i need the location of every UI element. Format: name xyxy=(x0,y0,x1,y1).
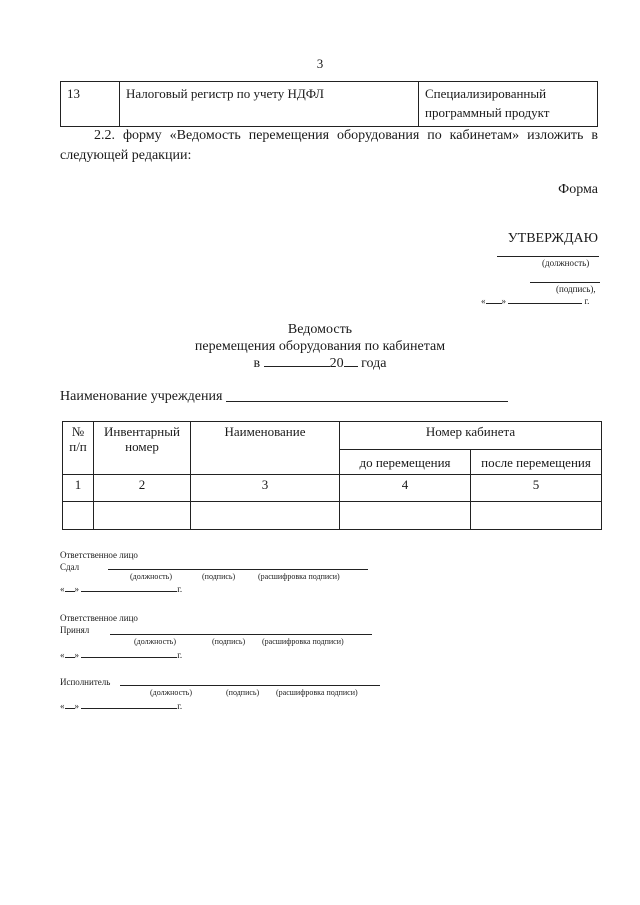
header-room: Номер кабинета xyxy=(340,422,602,450)
amendment-paragraph xyxy=(60,126,598,166)
table-row xyxy=(61,82,598,127)
page-number: 3 xyxy=(316,56,324,71)
header-name: Наименование xyxy=(191,422,340,475)
table-cell xyxy=(340,502,471,530)
received-signature-block: Ответственное лицо Принял (должность) (подпись) (расшифровка подписи) « » г. xyxy=(60,612,380,660)
executor-line xyxy=(120,685,380,686)
column-number: 5 xyxy=(471,475,602,502)
column-number: 2 xyxy=(94,475,191,502)
register-name: Налоговый регистр по учету НДФЛ xyxy=(120,82,419,127)
form-label: Форма xyxy=(558,182,598,197)
organization-line xyxy=(226,401,508,402)
column-number: 3 xyxy=(191,475,340,502)
organization-field xyxy=(60,389,508,405)
signature-line xyxy=(530,282,600,283)
header-after: после перемещения xyxy=(471,450,602,475)
received-date: « » г. xyxy=(60,650,183,660)
column-number: 1 xyxy=(63,475,94,502)
title-line1: Ведомость xyxy=(287,322,353,337)
received-line xyxy=(110,634,372,635)
handed-line xyxy=(108,569,368,570)
column-number: 4 xyxy=(340,475,471,502)
handed-date: « » г. xyxy=(60,584,183,594)
handed-label: Сдал xyxy=(60,562,80,572)
position-line xyxy=(497,256,599,257)
paragraph-line2: следующей редакции: xyxy=(60,148,192,163)
table-row xyxy=(63,502,602,530)
executor-label: Исполнитель xyxy=(60,677,111,687)
title-line2: перемещения оборудования по кабинетам xyxy=(194,339,446,354)
table-cell xyxy=(94,502,191,530)
title-line3: в 20 года xyxy=(253,356,387,371)
table-cell xyxy=(471,502,602,530)
header-inventory: Инвентарный номер xyxy=(94,422,191,475)
table-cell xyxy=(63,502,94,530)
position-caption: (должность) xyxy=(542,258,590,268)
registers-table xyxy=(60,81,598,127)
handed-signature-block: Ответственное лицо Сдал (должность) (подпись) (расшифровка подписи) « » г. xyxy=(60,549,380,595)
document-title xyxy=(0,321,640,372)
received-label: Принял xyxy=(60,625,90,635)
register-type-line2: программный продукт xyxy=(425,104,550,120)
column-number-row xyxy=(63,475,602,502)
header-num: № п/п xyxy=(63,422,94,475)
register-type-line1: Специализированный xyxy=(425,86,547,101)
header-before: до перемещения xyxy=(340,450,471,475)
executor-date: « » г. xyxy=(60,701,183,711)
organization-label: Наименование учреждения xyxy=(60,389,223,404)
approve-date: « » г. xyxy=(481,296,590,306)
header-row xyxy=(63,422,602,450)
movement-table xyxy=(62,421,602,530)
signature-caption: (подпись), xyxy=(556,284,596,294)
paragraph-line1: 2.2. форму «Ведомость перемещения оборудования по кабинетам» изложить в xyxy=(94,128,598,143)
register-type xyxy=(419,82,598,127)
executor-signature-block: Исполнитель (должность) (подпись) (расшифровка подписи) « » г. xyxy=(60,676,400,712)
table-cell xyxy=(191,502,340,530)
row-number: 13 xyxy=(61,82,120,127)
approve-title: УТВЕРЖДАЮ xyxy=(507,231,598,246)
